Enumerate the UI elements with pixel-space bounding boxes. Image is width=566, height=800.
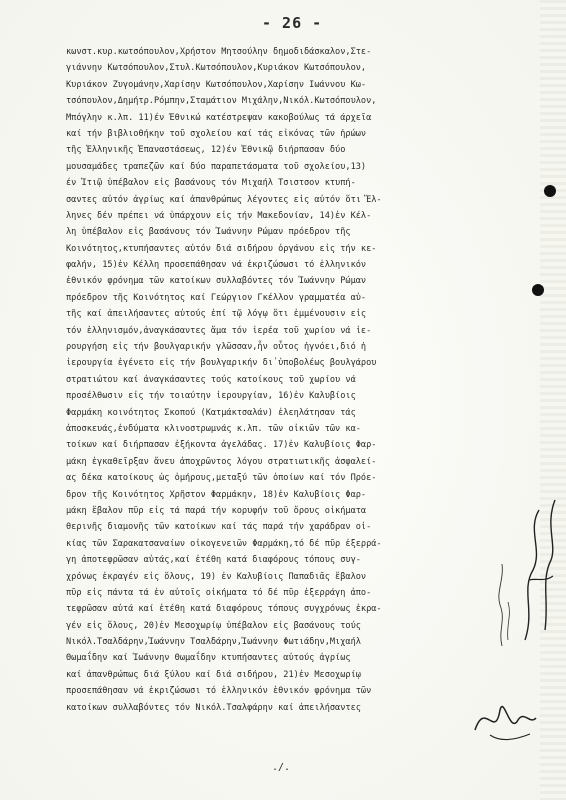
text-line: προσέλθωσιν εἰς τήν τοιαύτην ἱερουργίαν, 16)ἐν Καλυβίοις	[66, 391, 356, 402]
text-line: καί τήν βιβλιοθήκην τοῦ σχολείου καί τάς εἰκόνας τῶν ἡρώων	[66, 128, 367, 139]
text-line: ἐθνικόν φρόνημα τῶν κατοίκων συλλαβόντες τόν Ἰωάννην Ρώμαν	[66, 276, 367, 287]
text-line: μάκη ἔβαλον πῦρ εἰς τά παρά τήν κορυφήν τοῦ ὄρους οἰκήματα	[66, 505, 367, 516]
text-line: δρον τῆς Κοινότητος Χρῆστον Φαρμάκην, 18)ἐν Καλυβίοις Φαρ-	[66, 489, 367, 500]
text-line: Κυριάκον Ζυγομάνην,Χαρίσην Κωτσόπουλον,Χαρίσην Ιωάννου Κω-	[66, 79, 367, 90]
text-line: Φαρμάκη κοινότητος Σκοπού (Κατμάκτσαλάν) ἐλεηλάτησαν τάς	[66, 407, 356, 418]
text-line: ἱερουργία ἐγένετο εἰς τήν βουλγαρικήν δι᾽ὑποβολέως βουλγάρου	[66, 358, 377, 369]
text-line: Θωμαΐδην καί Ἰωάννην Θωμαΐδην κτυπήσαντες αὐτούς ἀγρίως	[66, 653, 351, 664]
text-line: πῦρ εἰς πάντα τά ἐν αὐτοῖς οἰκήματα τό δέ πῦρ ἐξερράγη ἀπο-	[66, 587, 372, 598]
signature-right-margin	[515, 490, 563, 650]
marginal-note-scribble	[490, 560, 516, 650]
document-body	[66, 44, 514, 716]
signature-bottom-right	[470, 690, 540, 750]
text-line: γέν εἰς ὅλους, 20)ἐν Μεσοχωρίῳ ὑπέβαλον εἰς βασάνους τούς	[66, 620, 361, 631]
text-line: χρόνως ἐκραγέν εἰς ὅλους, 19) ἐν Καλυβίοις Παπαδιᾶς ἔβαλον	[66, 571, 367, 582]
text-line: τοίκων καί διήρπασαν ἐξήκοντα ἀγελάδας. 17)ἐν Καλυβίοις Φαρ-	[66, 440, 377, 451]
text-line: σαντες αὐτόν ἀγρίως καί ἀπανθρώπως λέγοντες εἰς αὐτόν ὅτι Ἕλ-	[66, 194, 382, 205]
text-line: τόν ἑλληνισμόν,ἀναγκάσαντες ἅμα τόν ἱερέα τοῦ χωρίου νά ἱε-	[66, 325, 372, 336]
page-number: - 26 -	[262, 14, 323, 32]
text-line: μάκη ἐγκαθεῖρξαν ἄνευ ἀποχρῶντος λόγου στρατιωτικῆς ἀσφαλεί-	[66, 456, 377, 467]
text-line: προσεπάθησαν νά ἐκριζώσωσι τό ἑλληνικόν ἐθνικόν φρόνημα τῶν	[66, 686, 372, 697]
text-line: καί ἀπανθρώπως διά ξύλου καί διά σιδήρου, 21)ἐν Μεσοχωρίῳ	[66, 669, 361, 680]
text-line: κωνστ.κυρ.κωτσόπουλον,Χρήστον Μητσούλην δημοδιδάσκαλον,Στε-	[66, 47, 372, 57]
text-line: ας δέκα κατοίκους ὡς ὁμήρους,μεταξύ τῶν ὁποίων καί τόν Πρόε-	[66, 473, 377, 484]
punch-hole-top	[544, 185, 556, 197]
text-line: ληνες δέν πρέπει νά ὑπάρχουν εἰς τήν Μακεδονίαν, 14)ἐν Κέλ-	[66, 210, 372, 221]
text-line: θερινῆς διαμονῆς τῶν κατοίκων καί τάς παρά τήν χαράδραν οἰ-	[66, 522, 372, 533]
text-line: Μπόγλην κ.λπ. 11)έν Έθνικώ κατέστρεψαν κακοβούλως τά άρχεῖα	[66, 112, 372, 123]
text-line: φαλήν, 15)ἐν Κέλλη προσεπάθησαν νά ἐκριζώσωσι τό ἑλληνικόν	[66, 260, 367, 271]
text-line: τῆς καί ἀπειλήσαντες αὐτούς ἐπί τῷ λόγῳ ὅτι ἐμμένουσιν εἰς	[66, 309, 367, 320]
text-line: έν Ἰτιῷ ὑπέβαλον εἰς βασάνους τόν Μιχαήλ Τσιστσον κτυπή-	[66, 178, 356, 189]
text-line: Νικόλ.Τσαλδάρην,Ἰωάννην Τσαλδάρην,Ἰωάννην Φωτιάδην,Μιχαήλ	[66, 637, 361, 648]
text-line: στρατιώτου καί ἀναγκάσαντες τούς κατοίκους τοῦ χωρίου νά	[66, 374, 356, 385]
continuation-mark: ./.	[272, 762, 291, 773]
text-line: λη ὑπέβαλον εἰς βασάνους τόν Ἰωάννην Ρώμαν πρόεδρον τῆς	[66, 227, 351, 238]
text-line: τεφρῶσαν αὐτά καί ἐτέθη κατά διαφόρους τόπους συγχρόνως ἐκρα-	[66, 604, 382, 615]
text-line: τῆς Ἑλληνικῆς Ἐπαναστάσεως, 12)έν Ἐθνικῷ διήρπασαν δύο	[66, 145, 346, 156]
text-line: γιάννην Κωτσόπουλον,Στυλ.Κωτσόπουλον,Κυριάκον Κωτσόπουλον,	[66, 63, 367, 74]
text-line: τσόπουλον,Δημήτρ.Ρόμπην,Σταμάτιον Μιχάλην,Νικόλ.Κωτσόπουλον,	[66, 96, 377, 107]
text-line: κατοίκων συλλαβόντες τόν Νικόλ.Τσαλφάρην καί ἀπειλήσαντες	[66, 702, 361, 713]
text-line: μουσαμάδες τραπεζῶν καί δύο παραπετάσματα τοῦ σχολείου,13)	[66, 161, 367, 172]
page-edge-shadow	[540, 0, 566, 800]
text-line: γη ἀποτεφρῶσαν αὐτάς,καί ἐτέθη κατά διαφόρους τόπους συγ-	[66, 555, 361, 566]
punch-hole-bottom	[532, 284, 544, 296]
text-line: ἀποσκευάς,ἐνδύματα κλινοστρωμνάς κ.λπ. τῶν οἰκιῶν τῶν κα-	[66, 423, 361, 434]
text-line: πρόεδρον τῆς Κοινότητος καί Γεώργιον Γκέλλον γραμματέα αὐ-	[66, 292, 367, 303]
text-line: Κοινότητος,κτυπήσαντες αὐτόν διά σιδήρου ὀργάνου εἰς τήν κε-	[66, 243, 377, 254]
text-line: ρουργήση εἰς τήν βουλγαρικήν γλῶσσαν,ἦν οὗτος ἠγνόει,διό ἡ	[66, 342, 367, 353]
text-line: κίας τῶν Σαρακατσαναίων οἰκογενειῶν Φαρμάκη,τό δέ πῦρ ἐξερρά-	[66, 538, 382, 549]
